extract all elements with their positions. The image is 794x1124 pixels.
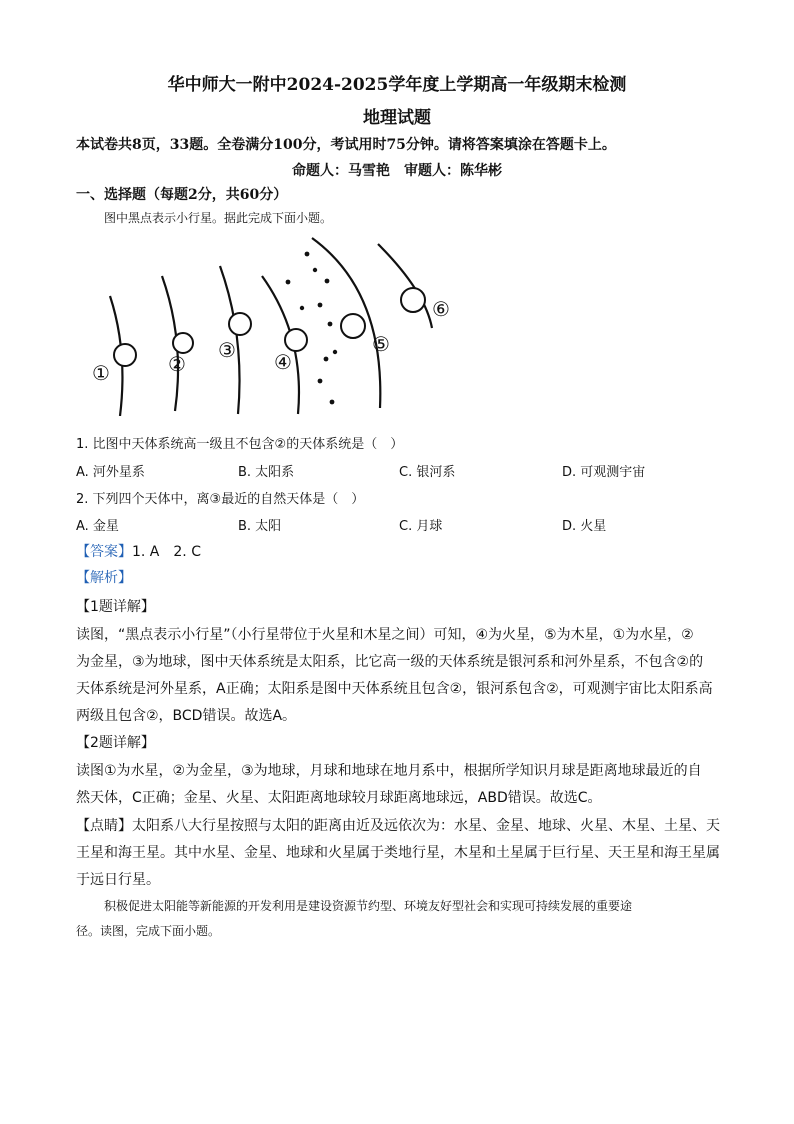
planet-6 (401, 288, 425, 312)
orbit-6 (378, 244, 432, 328)
label-5: ⑤ (372, 332, 390, 356)
section-heading: 一、选择题（每题2分，共60分） (76, 187, 288, 203)
solar-system-figure (90, 236, 480, 416)
analysis-tag: 【解析】 (76, 570, 132, 586)
question-2-option-c: C. 月球 (399, 519, 443, 534)
question-1-option-d: D. 可观测宇宙 (562, 465, 646, 480)
question-2-stem: 2. 下列四个天体中，离③最近的自然天体是（ ） (76, 492, 365, 507)
subject-title: 地理试题 (363, 108, 431, 128)
tip-text-1: 太阳系八大行星按照与太阳的距离由近及远依次为：水星、金星、地球、火星、木星、土星、天 (132, 818, 720, 834)
label-2: ② (168, 352, 186, 376)
tip-line-2: 王星和海王星。其中水星、金星、地球和火星属于类地行星，木星和土星属于巨行星、天王星和海王星属 (76, 845, 720, 861)
asteroid-belt (286, 252, 338, 405)
tip-line-1 (76, 815, 720, 835)
question-2-option-d: D. 火星 (562, 519, 607, 534)
answer-text: 1. A 2. C (132, 544, 201, 560)
exam-title: 华中师大一附中2024-2025学年度上学期高一年级期末检测 (167, 75, 627, 95)
next-intro-line-2: 径。读图，完成下面小题。 (76, 924, 221, 938)
question-1-option-b: B. 太阳系 (238, 465, 295, 480)
question-2-option-a: A. 金星 (76, 519, 119, 534)
question-2-option-b: B. 太阳 (238, 519, 282, 534)
detail-2-line-2: 然天体，C正确；金星、火星、太阳距离地球较月球距离地球远，ABD错误。故选C。 (76, 790, 602, 806)
planet-5 (341, 314, 365, 338)
detail-1-tag: 【1题详解】 (76, 599, 155, 615)
detail-2-line-1: 读图①为水星，②为金星，③为地球，月球和地球在地月系中，根据所学知识月球是距离地球最近的自 (76, 763, 702, 779)
label-4: ④ (274, 350, 292, 374)
authors: 命题人：马雪艳 审题人：陈华彬 (292, 163, 502, 179)
label-3: ③ (218, 338, 236, 362)
next-intro-line-1: 积极促进太阳能等新能源的开发利用是建设资源节约型、环境友好型社会和实现可持续发展的重要途 (104, 899, 633, 913)
question-1-option-a: A. 河外星系 (76, 465, 145, 480)
answer-line (76, 541, 201, 561)
detail-2-tag: 【2题详解】 (76, 735, 155, 751)
tip-line-3: 于远日行星。 (76, 872, 160, 888)
planet-4 (285, 329, 307, 351)
planet-1 (114, 344, 136, 366)
planet-3 (229, 313, 251, 335)
planet-2 (173, 333, 193, 353)
section-intro: 图中黑点表示小行星。据此完成下面小题。 (104, 211, 333, 225)
detail-1-line-1: 读图，“黑点表示小行星”（小行星带位于火星和木星之间）可知，④为火星，⑤为木星，①为水星，② (76, 627, 694, 643)
label-1: ① (92, 361, 110, 385)
detail-1-line-3: 天体系统是河外星系，A正确；太阳系是图中天体系统且包含②，银河系包含②，可观测宇宙比太阳系高 (76, 681, 713, 697)
detail-1-line-4: 两级且包含②，BCD错误。故选A。 (76, 708, 297, 724)
tip-tag: 【点睛】 (76, 818, 132, 834)
question-1-stem: 1. 比图中天体系统高一级且不包含②的天体系统是（ ） (76, 437, 404, 452)
detail-1-line-2: 为金星，③为地球，图中天体系统是太阳系，比它高一级的天体系统是银河系和河外星系，不包含②的 (76, 654, 704, 670)
label-6: ⑥ (432, 297, 450, 321)
exam-info: 本试卷共8页，33题。全卷满分100分，考试用时75分钟。请将答案填涂在答题卡上。 (76, 137, 616, 153)
answer-tag: 【答案】 (76, 544, 132, 560)
question-1-option-c: C. 银河系 (399, 465, 456, 480)
